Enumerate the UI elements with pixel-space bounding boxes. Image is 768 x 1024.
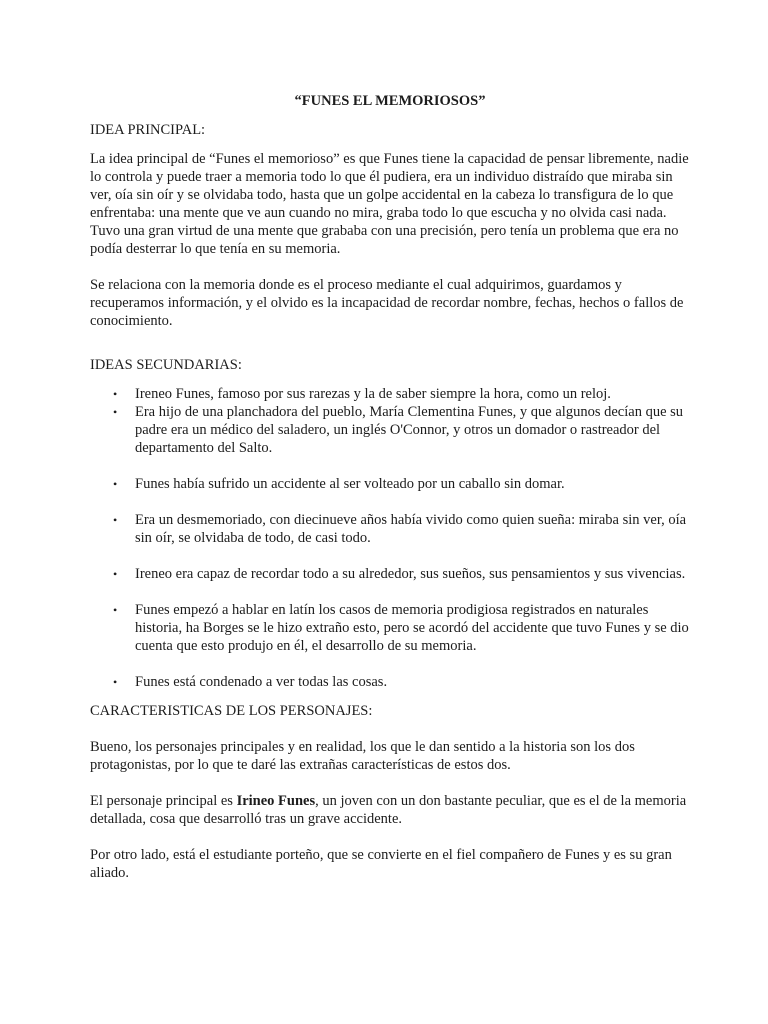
bullet-icon: • (113, 675, 118, 689)
caracteristicas-paragraph-2: El personaje principal es Irineo Funes, un joven con un don bastante peculiar, que es el de la memoria detallada, cosa que desarrolló tras un grave accidente. (90, 793, 687, 827)
bullet-icon: • (113, 603, 118, 617)
ideas-secundarias-list (90, 385, 690, 691)
list-item: • Funes empezó a hablar en latín los casos de memoria prodigiosa registrados en naturales historia, ha Borges se le hizo extraño esto, pero se acordó del accidente que tuvo Funes y se dio cuenta que esto produjo en él, el desarrollo de su memoria. (113, 602, 689, 654)
bullet-icon: • (113, 405, 118, 419)
caracteristicas-paragraph-1: Bueno, los personajes principales y en realidad, los que le dan sentido a la historia son los dos protagonistas, por lo que te daré las extrañas características de estos dos. (90, 739, 635, 773)
character-name-irineo: Irineo Funes (236, 793, 316, 809)
list-item: • Era un desmemoriado, con diecinueve años había vivido como quien sueña: miraba sin ver, oía sin oír, se olvidaba de todo, de casi todo. (113, 512, 687, 546)
idea-principal-paragraph-1: La idea principal de “Funes el memorioso” es que Funes tiene la capacidad de pensar libremente, nadie lo controla y puede traer a memoria todo lo que él pudiera, era un individuo distraído que miraba sin ver, oía sin oír y se olvidaba todo, hasta que un golpe accidental en la cabeza lo transfigura de lo que enfrentaba: una mente que ve aun cuando no mira, graba todo lo que escucha y no olvida casi nada. Tuvo una gran virtud de una mente que grababa con una precisión, pero tenía un problema que era no podía desterrar lo que tenía en su memoria. (90, 151, 689, 257)
list-item: • Ireneo Funes, famoso por sus rarezas y la de saber siempre la hora, como un reloj. (113, 386, 611, 402)
list-item: • Funes había sufrido un accidente al ser volteado por un caballo sin domar. (113, 476, 565, 492)
bullet-icon: • (113, 513, 118, 527)
caracteristicas-paragraph-3: Por otro lado, está el estudiante porteño, que se convierte en el fiel compañero de Funes y es su gran aliado. (90, 847, 672, 881)
list-item: • Era hijo de una planchadora del pueblo, María Clementina Funes, y que algunos decían que su padre era un médico del saladero, un inglés O'Connor, y otros un domador o rastreador del departamento del Salto. (113, 404, 684, 456)
bullet-icon: • (113, 477, 118, 491)
bullet-icon: • (113, 567, 118, 581)
idea-principal-paragraph-2: Se relaciona con la memoria donde es el proceso mediante el cual adquirimos, guardamos y recuperamos información, y el olvido es la incapacidad de recordar nombre, fechas, hechos o fallos de conocimiento. (90, 277, 684, 329)
list-item: • Ireneo era capaz de recordar todo a su alrededor, sus sueños, sus pensamientos y sus vivencias. (113, 566, 686, 582)
heading-idea-principal: IDEA PRINCIPAL: (90, 122, 206, 138)
heading-ideas-secundarias: IDEAS SECUNDARIAS: (90, 357, 242, 373)
bullet-icon: • (113, 387, 118, 401)
document-page (90, 92, 690, 882)
heading-caracteristicas: CARACTERISTICAS DE LOS PERSONAJES: (90, 703, 373, 719)
list-item: • Funes está condenado a ver todas las cosas. (113, 674, 388, 690)
document-title: “FUNES EL MEMORIOSOS” (294, 93, 486, 109)
